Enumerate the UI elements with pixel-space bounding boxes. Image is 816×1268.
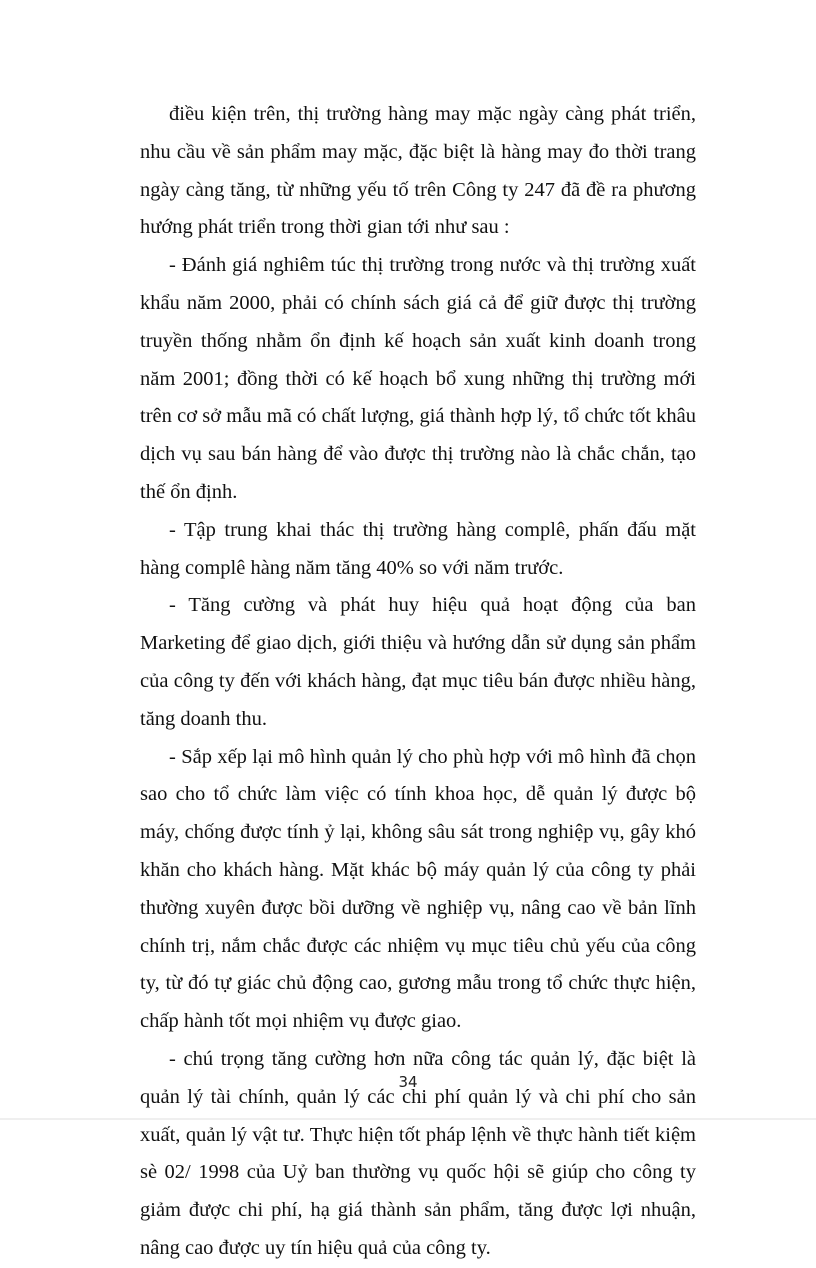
page-number: 34 (398, 1073, 418, 1091)
paragraph-market-evaluation: - Đánh giá nghiêm túc thị trường trong nước và thị trường xuất khẩu năm 2000, phải có chính sách giá cả để giữ được thị trường truyền thống nhằm ổn định kế hoạch sản xuất kinh doanh trong năm 2001; đồng thời có kế hoạch bổ xung những thị trường mới trên cơ sở mẫu mã có chất lượng, giá thành hợp lý, tổ chức tốt khâu dịch vụ sau bán hàng để vào được thị trường nào là chắc chắn, tạo thế ổn định. (140, 254, 696, 503)
page-bottom-divider (0, 1118, 816, 1120)
paragraph-intro: điều kiện trên, thị trường hàng may mặc ngày càng phát triển, nhu cầu về sản phẩm may mặc, đặc biệt là hàng may đo thời trang ngày càng tăng, từ những yếu tố trên Công ty 247 đã đề ra phương hướng phát triển trong thời gian tới như sau : (140, 103, 696, 239)
paragraph-management-model: - Sắp xếp lại mô hình quản lý cho phù hợp với mô hình đã chọn sao cho tổ chức làm việc có tính khoa học, dễ quản lý được bộ máy, chống được tính ỷ lại, không sâu sát trong nghiệp vụ, gây khó khăn cho khách hàng. Mặt khác bộ máy quản lý của công ty phải thường xuyên được bồi dưỡng về nghiệp vụ, nâng cao về bản lĩnh chính trị, nắm chắc được các nhiệm vụ mục tiêu chủ yếu của công ty, từ đó tự giác chủ động cao, gương mẫu trong tổ chức thực hiện, chấp hành tốt mọi nhiệm vụ được giao. (140, 745, 696, 1033)
paragraph-suit-market: - Tập trung khai thác thị trường hàng complê, phấn đấu mặt hàng complê hàng năm tăng 40% so với năm trước. (140, 518, 696, 579)
paragraph-marketing: - Tăng cường và phát huy hiệu quả hoạt động của ban Marketing để giao dịch, giới thiệu và hướng dẫn sử dụng sản phẩm của công ty đến với khách hàng, đạt mục tiêu bán được nhiều hàng, tăng doanh thu. (140, 594, 696, 730)
paragraph-financial-management: - chú trọng tăng cường hơn nữa công tác quản lý, đặc biệt là quản lý tài chính, quản lý các chi phí quản lý và chi phí cho sản xuất, quản lý vật tư. Thực hiện tốt pháp lệnh về thực hành tiết kiệm sè 02/ 1998 của Uỷ ban thường vụ quốc hội sẽ giúp cho công ty giảm được chi phí, hạ giá thành sản phẩm, tăng được lợi nhuận, nâng cao được uy tín hiệu quả của công ty. (140, 1047, 696, 1259)
body-text (140, 96, 696, 1268)
